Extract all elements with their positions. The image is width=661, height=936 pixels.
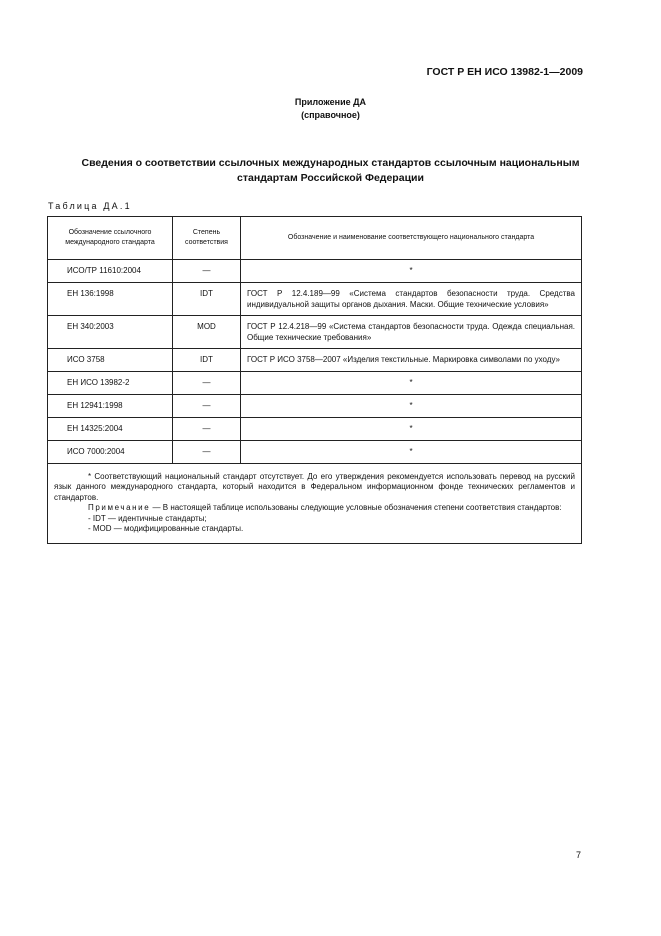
cell-degree: — [173,394,241,417]
cell-intl: ЕН ИСО 13982-2 [48,371,173,394]
header-national-standard: Обозначение и наименование соответствующего национального стандарта [241,217,582,260]
legend-item-idt: - IDT — идентичные стандарты; [88,513,207,523]
cell-national: * [241,417,582,440]
cell-national: ГОСТ Р 12.4.218—99 «Система стандартов безопасности труда. Одежда специальная. Общие технические требования» [241,316,582,349]
annex-title: Приложение ДА [294,97,367,107]
table-row [48,440,582,463]
correspondence-table [47,216,582,544]
table-row [48,349,582,372]
cell-intl: ЕН 14325:2004 [48,417,173,440]
header-degree: Степень соответствия [173,217,241,260]
cell-degree: — [173,417,241,440]
cell-intl: ИСО 3758 [48,349,173,372]
note [54,503,575,514]
cell-degree: — [173,440,241,463]
cell-intl: ИСО/ТР 11610:2004 [48,260,173,283]
table-notes-row [48,463,582,543]
document-code: ГОСТ Р ЕН ИСО 13982-1—2009 [426,66,583,78]
section-title-line-1: Сведения о соответствии ссылочных международных стандартов ссылочным национальным [81,157,580,169]
cell-intl: ЕН 340:2003 [48,316,173,349]
cell-national: * [241,394,582,417]
cell-degree: IDT [173,349,241,372]
annex-subtitle: (справочное) [301,110,360,120]
table-notes [48,463,582,543]
note-label: Примечание [88,503,151,512]
cell-national: * [241,440,582,463]
header-intl-standard: Обозначение ссылочного международного стандарта [48,217,173,260]
footnote: * Соответствующий национальный стандарт отсутствует. До его утверждения рекомендуется использовать перевод на русский язык данного международного стандарта, который находится в Федеральном информационном фонде технических регламентов и стандартов. [54,471,575,502]
page-number: 7 [575,850,581,860]
table-header-row [48,217,582,260]
annex-heading [0,96,661,122]
cell-national: ГОСТ Р ИСО 3758—2007 «Изделия текстильные. Маркировка символами по уходу» [241,349,582,372]
cell-national: * [241,371,582,394]
section-title-line-2: стандартам Российской Федерации [237,172,424,184]
cell-degree: — [173,371,241,394]
cell-intl: ЕН 136:1998 [48,283,173,316]
section-title [40,156,621,186]
table-row [48,371,582,394]
cell-intl: ЕН 12941:1998 [48,394,173,417]
table-row [48,260,582,283]
table-row [48,394,582,417]
table-row [48,283,582,316]
table-caption: Таблица ДА.1 [48,201,132,211]
legend-item-mod: - MOD — модифицированные стандарты. [88,524,244,533]
note-text: — В настоящей таблице использованы следующие условные обозначения степени соответствия стандартов: [150,503,562,512]
cell-national: ГОСТ Р 12.4.189—99 «Система стандартов безопасности труда. Средства индивидуальной защиты органов дыхания. Маски. Общие технические условия» [241,283,582,316]
cell-degree: MOD [173,316,241,349]
table-row [48,417,582,440]
cell-degree: — [173,260,241,283]
cell-national: * [241,260,582,283]
table-row [48,316,582,349]
cell-degree: IDT [173,283,241,316]
cell-intl: ИСО 7000:2004 [48,440,173,463]
